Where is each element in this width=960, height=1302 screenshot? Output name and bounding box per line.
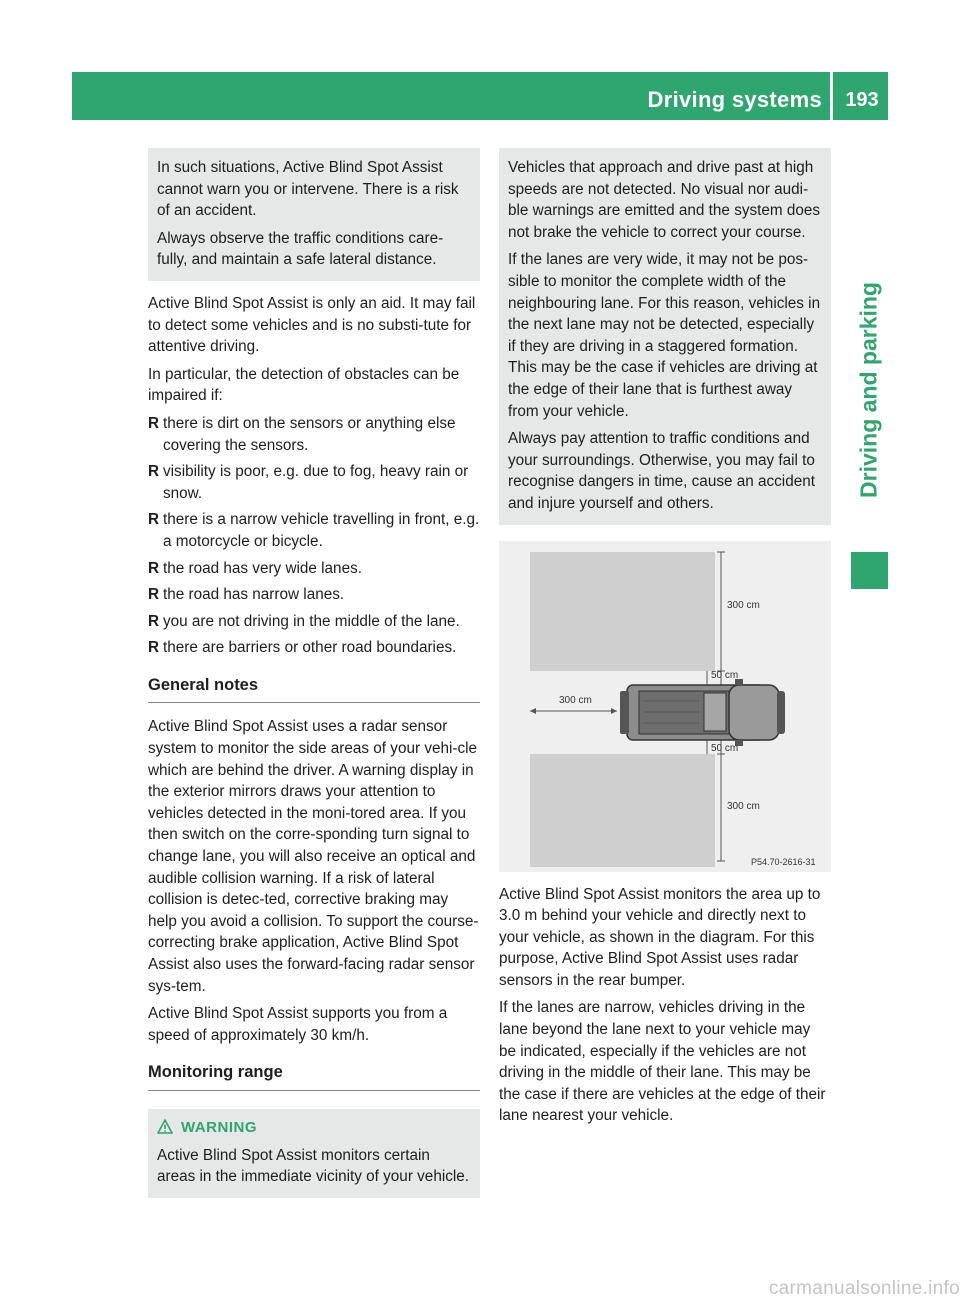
list-item-text: visibility is poor, e.g. due to fog, heavy rain or snow.: [163, 463, 469, 502]
bullet-mark: R: [148, 414, 160, 432]
note-paragraph: Always pay attention to traffic conditions and your surroundings. Otherwise, you may fail to recognise dangers in time, cause an accident and injure yourself and others.: [508, 430, 815, 512]
label-bottom-50: 50 cm: [711, 742, 739, 754]
bullet-mark: R: [148, 586, 160, 604]
list-item: [148, 558, 480, 580]
body-paragraph: In particular, the detection of obstacles can be impaired if:: [148, 365, 460, 405]
warning-box: [148, 1109, 480, 1198]
left-column: [148, 148, 480, 1198]
section-heading-general-notes: General notes: [148, 675, 480, 704]
monitoring-range-diagram: [499, 541, 831, 872]
vehicle-top-view: [620, 679, 785, 746]
note-paragraph: Vehicles that approach and drive past at high speeds are not detected. No visual nor audi-ble warnings are emitted and the system does not brake the vehicle to correct your course.: [508, 159, 821, 241]
label-top-50: 50 cm: [711, 669, 739, 681]
figure-code: P54.70-2616-31: [751, 856, 816, 867]
note-paragraph: If the lanes are very wide, it may not be pos-sible to monitor the complete width of the neighbouring lane. For this reason, vehicles in the next lane may not be detected, especially if they are driving in a staggered formation. This may be the case if vehicles are driving at the edge of their lane that is furthest away from your vehicle.: [508, 251, 821, 420]
warning-title: [157, 1117, 471, 1141]
note-box: [499, 148, 831, 525]
note-paragraph: Always observe the traffic conditions care-fully, and maintain a safe lateral distance.: [157, 229, 444, 269]
list-item-text: the road has narrow lanes.: [163, 586, 345, 604]
list-item-text: there is a narrow vehicle travelling in front, e.g. a motorcycle or bicycle.: [163, 511, 480, 550]
list-item: [148, 611, 480, 633]
list-item-text: you are not driving in the middle of the lane.: [163, 612, 460, 630]
section-title: Driving systems: [647, 87, 822, 112]
list-item: [148, 413, 480, 456]
bullet-mark: R: [148, 639, 160, 657]
chapter-tab-label: Driving and parking: [855, 282, 882, 498]
note-paragraph: In such situations, Active Blind Spot Assist cannot warn you or intervene. There is a risk of an accident.: [157, 159, 459, 220]
section-heading-monitoring-range: Monitoring range: [148, 1062, 480, 1091]
page-number: 193: [845, 89, 879, 111]
bullet-mark: R: [148, 463, 160, 481]
body-paragraph: Active Blind Spot Assist supports you from a speed of approximately 30 km/h.: [148, 1005, 448, 1044]
label-bottom-300: 300 cm: [727, 800, 760, 812]
list-item: [148, 637, 480, 659]
monitored-area-right: [530, 754, 715, 867]
bullet-mark: R: [148, 559, 160, 577]
bullet-mark: R: [148, 612, 160, 630]
list-item: [148, 509, 480, 552]
body-paragraph: If the lanes are narrow, vehicles driving in the lane beyond the lane next to your vehicle may be indicated, especially if the vehicles are not driving in the middle of their lane. This may be the case if there are vehicles at the edge of their lane nearest your vehicle.: [499, 999, 826, 1125]
warning-text: Active Blind Spot Assist monitors certain areas in the immediate vicinity of your vehicle.: [157, 1146, 470, 1186]
list-item-text: the road has very wide lanes.: [163, 559, 362, 577]
warning-triangle-icon: [157, 1119, 175, 1141]
chapter-marker: [851, 552, 888, 589]
list-item: [148, 584, 480, 606]
body-paragraph: Active Blind Spot Assist monitors the area up to 3.0 m behind your vehicle and directly next to your vehicle, as shown in the diagram. For this purpose, Active Blind Spot Assist uses radar sensors in the rear bumper.: [499, 885, 821, 989]
list-item-text: there are barriers or other road boundaries.: [163, 639, 457, 657]
warning-title-text: WARNING: [181, 1118, 257, 1136]
label-top-300: 300 cm: [727, 599, 760, 611]
header-divider: [830, 72, 833, 120]
bullet-mark: R: [148, 511, 160, 529]
impairment-list: [148, 413, 480, 659]
body-paragraph: Active Blind Spot Assist is only an aid. It may fail to detect some vehicles and is no substi-tute for attentive driving.: [148, 294, 476, 356]
body-paragraph: Active Blind Spot Assist uses a radar sensor system to monitor the side areas of your vehi-cle which are behind the driver. A warning display in the exterior mirrors draws your attention to vehicles detected in the moni-tored area. If you then switch on the corre-sponding turn signal to change lane, you will also receive an optical and audible collision warning. If a risk of lateral collision is detec-ted, corrective braking may help you avoid a collision. To support the course-correcting brake application, Active Blind Spot Assist also uses the forward-facing radar sensor sys-tem.: [148, 718, 479, 995]
list-item: [148, 461, 480, 504]
monitored-area-left: [530, 552, 715, 671]
label-left-300: 300 cm: [559, 694, 592, 706]
footer-watermark: carmanualsonline.info: [768, 1278, 960, 1299]
list-item-text: there is dirt on the sensors or anything else covering the sensors.: [163, 414, 456, 454]
note-box: [148, 148, 480, 281]
right-column: [499, 148, 831, 1133]
